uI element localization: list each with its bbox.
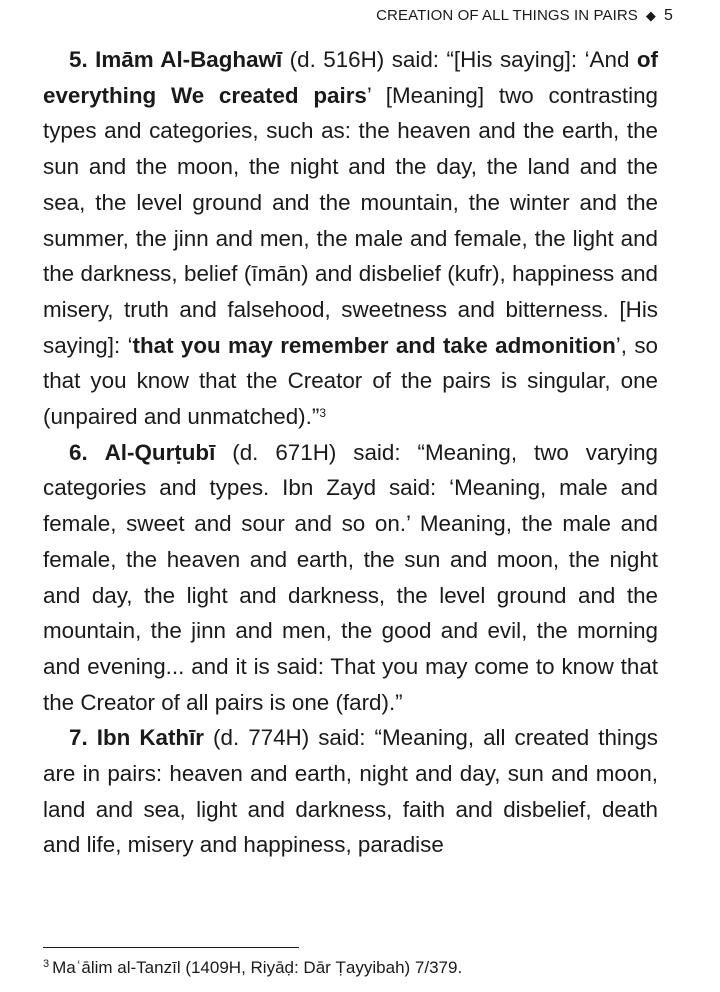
scholar-name: Ibn Kathīr xyxy=(96,725,205,751)
footnote xyxy=(43,957,462,979)
paragraph-text: (d. 516H) said: “[His saying]: ‘And xyxy=(282,47,637,72)
chapter-title: CREATION OF ALL THINGS IN PAIRS xyxy=(376,7,638,24)
paragraph-baghawi xyxy=(43,42,658,435)
footnote-divider xyxy=(43,947,299,948)
paragraph-text: ’, so that you know that the Creator of the pairs is singular, one (unpaired and unmatched).” xyxy=(43,332,658,430)
paragraph-number: 5. xyxy=(69,47,88,72)
running-header xyxy=(376,7,673,25)
paragraph-text: (d. 671H) said: “Meaning, two varying categories and types. Ibn Zayd said: ‘Meaning, male and female, sweet and sour and so on.’ Meaning, the male and female, the heaven and earth, the sun and moon, the night and day, the light and darkness, the level ground and the mountain, the jinn and men, the good and evil, the morning and evening... and it is said: That you may come to know that the Creator of all pairs is one (fard).” xyxy=(43,439,658,715)
diamond-separator-icon: ◆ xyxy=(645,8,656,23)
quran-quote: of everything We created pairs xyxy=(43,47,658,108)
footnote-mark: 3 xyxy=(43,958,50,970)
scholar-name: Al-Qurṭubī xyxy=(104,439,216,465)
quran-quote: that you may remember and take admonition xyxy=(132,332,616,358)
body-text xyxy=(43,42,658,863)
paragraph-number: 7. xyxy=(69,725,88,751)
footnote-text: Maʿālim al-Tanzīl (1409H, Riyāḍ: Dār Ṭayyibah) 7/379. xyxy=(52,958,463,977)
page-number: 5 xyxy=(664,7,673,24)
paragraph-number: 6. xyxy=(69,439,88,465)
scholar-name: Imām Al-Baghawī xyxy=(95,47,283,72)
paragraph-text: ’ [Meaning] two contrasting types and categories, such as: the heaven and the earth, the sun and the moon, the night and the day, the land and the sea, the level ground and the mountain, the winter and the summer, the jinn and men, the male and female, the light and the darkness, belief (īmān) and disbelief (kufr), happiness and misery, truth and falsehood, sweetness and bitterness. [His saying]: ‘ xyxy=(43,82,658,358)
footnote-reference[interactable]: 3 xyxy=(319,406,327,421)
paragraph-text: (d. 774H) said: “Meaning, all created things are in pairs: heaven and earth, night and day, sun and moon, land and sea, light and darkness, faith and disbelief, death and life, misery and happiness, paradise xyxy=(43,725,658,858)
paragraph-qurtubi xyxy=(43,435,658,721)
paragraph-ibn-kathir xyxy=(43,720,658,863)
